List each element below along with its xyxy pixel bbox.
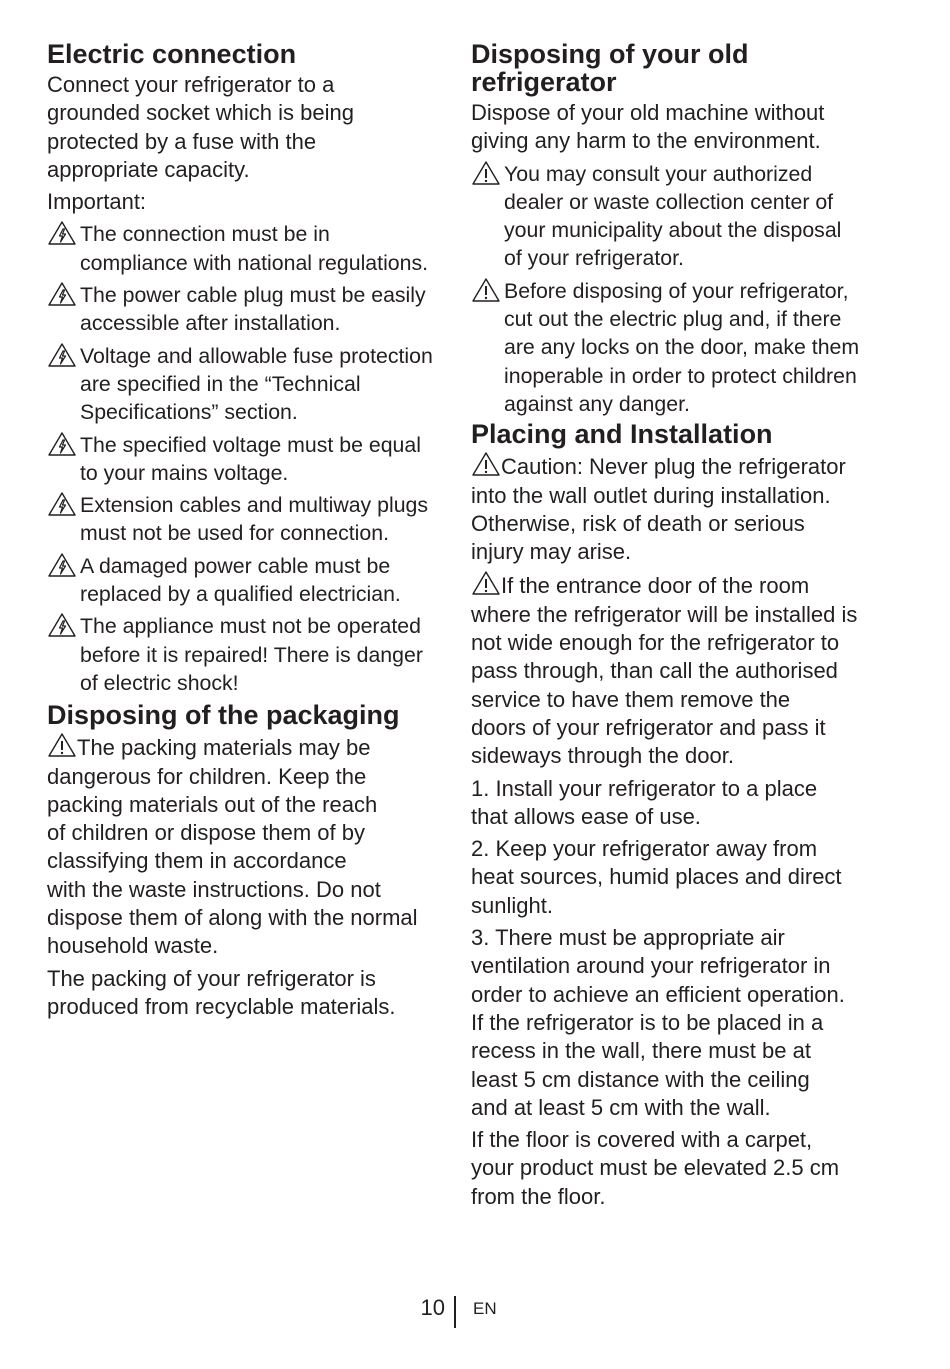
electric-intro-line: protected by a fuse with the [47,128,317,154]
caution-warning-line: Caution: Never plug the refrigerator [501,454,846,480]
installation-step-line: recess in the wall, there must be at [471,1038,811,1064]
electric-connection-heading: Electric connection [47,39,297,69]
electric-intro-line: appropriate capacity. [47,156,250,182]
old-refrigerator-warning-line: Before disposing of your refrigerator, [504,278,849,303]
electric-warning-line: compliance with national regulations. [80,250,429,275]
packaging-warning-line: with the waste instructions. Do not [47,876,381,902]
electric-warning-line: Extension cables and multiway plugs [80,493,429,518]
electric-warning-line: Specifications” section. [80,400,298,425]
old-refrigerator-warning-line: against any danger. [504,391,690,416]
lightning-warning-icon [47,431,77,459]
left-column [47,40,447,1021]
electric-warning [47,491,447,548]
important-label: Important: [47,189,147,215]
door-warning-line: not wide enough for the refrigerator to [471,630,840,656]
packaging-warning-line: The packing materials may be [77,735,371,761]
installation-step-line: sunlight. [471,892,553,918]
caution-warning-line: Otherwise, risk of death or serious [471,510,805,536]
lightning-warning-icon [47,342,77,370]
lightning-warning-icon [47,491,77,519]
exclamation-warning-icon [471,160,501,188]
carpet-note-line: your product must be elevated 2.5 cm [471,1155,840,1181]
installation-step-line: If the refrigerator is to be placed in a [471,1009,824,1035]
old-refrigerator-warning-line: your municipality about the disposal [504,218,842,243]
electric-warning [47,431,447,488]
old-refrigerator-intro-line: giving any harm to the environment. [471,128,821,154]
electric-intro-line: Connect your refrigerator to a [47,72,335,97]
old-refrigerator-heading-line: Disposing of your old [471,39,749,69]
packaging-note-line: produced from recyclable materials. [47,993,396,1019]
electric-intro-line: grounded socket which is being [47,100,354,126]
packaging-warning-line: household waste. [47,933,219,959]
installation-step [471,924,881,1122]
lightning-warning-icon [47,281,77,309]
page-footer [0,1296,950,1330]
door-warning-line: If the entrance door of the room [501,573,810,599]
electric-warning [47,342,447,427]
lightning-warning-icon [47,612,77,640]
packaging-warning [47,732,447,960]
electric-warning-line: are specified in the “Technical [80,371,361,396]
electric-warning [47,220,447,277]
old-refrigerator-warning [471,160,881,273]
language-code: EN [473,1299,497,1318]
packaging-note-line: The packing of your refrigerator is [47,965,376,991]
old-refrigerator-heading [471,40,881,96]
old-refrigerator-warning-line: are any locks on the door, make them [504,335,860,360]
door-warning [471,570,881,770]
installation-step-line: order to achieve an efficient operation. [471,981,845,1007]
right-column [471,40,881,1211]
electric-warning [47,612,447,697]
packaging-warning-line: packing materials out of the reach [47,791,378,817]
carpet-note-line: from the floor. [471,1183,606,1209]
electric-warning-line: The appliance must not be operated [80,614,421,639]
electric-warning-line: before it is repaired! There is danger [80,642,423,667]
door-warning-line: pass through, than call the authorised [471,658,838,684]
old-refrigerator-intro [471,99,881,156]
packaging-note [47,965,447,1022]
electric-warning-line: The connection must be in [80,222,330,247]
installation-step-line: that allows ease of use. [471,803,701,829]
installation-step-line: least 5 cm distance with the ceiling [471,1066,810,1092]
placing-installation-heading: Placing and Installation [471,419,773,450]
electric-warning-line: must not be used for connection. [80,521,389,546]
packaging-heading: Disposing of the packaging [47,700,400,731]
electric-warning-line: The specified voltage must be equal [80,432,421,457]
installation-step-line: 2. Keep your refrigerator away from [471,836,818,862]
electric-warning-line: to your mains voltage. [80,460,289,485]
carpet-note-line: If the floor is covered with a carpet, [471,1127,813,1153]
installation-step [471,775,881,832]
electric-warning [47,552,447,609]
electric-warning [47,281,447,338]
footer-divider [454,1296,456,1328]
old-refrigerator-warning-line: inoperable in order to protect children [504,363,857,388]
door-warning-line: doors of your refrigerator and pass it [471,714,826,740]
door-warning-line: service to have them remove the [471,686,791,712]
exclamation-warning-icon [471,277,501,305]
old-refrigerator-warning-line: dealer or waste collection center of [504,189,834,214]
electric-warning-line: Voltage and allowable fuse protection [80,343,433,368]
electric-warning-line: replaced by a qualified electrician. [80,582,401,607]
caution-warning-line: into the wall outlet during installation. [471,482,831,508]
carpet-note [471,1126,881,1211]
old-refrigerator-warning-line: cut out the electric plug and, if there [504,307,842,332]
installation-step-line: and at least 5 cm with the wall. [471,1094,771,1120]
electric-warning-line: The power cable plug must be easily [80,283,426,308]
electric-warning-line: A damaged power cable must be [80,553,391,578]
exclamation-warning-icon [471,570,501,596]
lightning-warning-icon [47,220,77,248]
caution-warning [471,451,881,566]
old-refrigerator-warning-line: of your refrigerator. [504,246,684,271]
exclamation-warning-icon [471,451,501,477]
electric-warning-line: accessible after installation. [80,311,341,336]
packaging-warning-line: of children or dispose them of by [47,820,365,846]
packaging-warning-line: classifying them in accordance [47,848,347,874]
installation-step-line: heat sources, humid places and direct [471,864,842,890]
packaging-warning-line: dispose them of along with the normal [47,905,418,931]
old-refrigerator-warning-line: You may consult your authorized [504,161,813,186]
old-refrigerator-heading-line: refrigerator [471,67,617,97]
door-warning-line: where the refrigerator will be installed is [471,601,858,627]
lightning-warning-icon [47,552,77,580]
packaging-warning-line: dangerous for children. Keep the [47,763,367,789]
installation-step [471,835,881,920]
exclamation-warning-icon [47,732,77,758]
old-refrigerator-warning [471,277,881,418]
installation-step-line: ventilation around your refrigerator in [471,953,831,979]
door-warning-line: sideways through the door. [471,743,734,769]
old-refrigerator-intro-line: Dispose of your old machine without [471,100,825,125]
installation-step-line: 3. There must be appropriate air [471,925,785,951]
electric-intro [47,71,447,184]
electric-warning-line: of electric shock! [80,670,239,695]
installation-step-line: 1. Install your refrigerator to a place [471,775,818,801]
caution-warning-line: injury may arise. [471,539,632,565]
page-number: 10 [420,1295,445,1320]
